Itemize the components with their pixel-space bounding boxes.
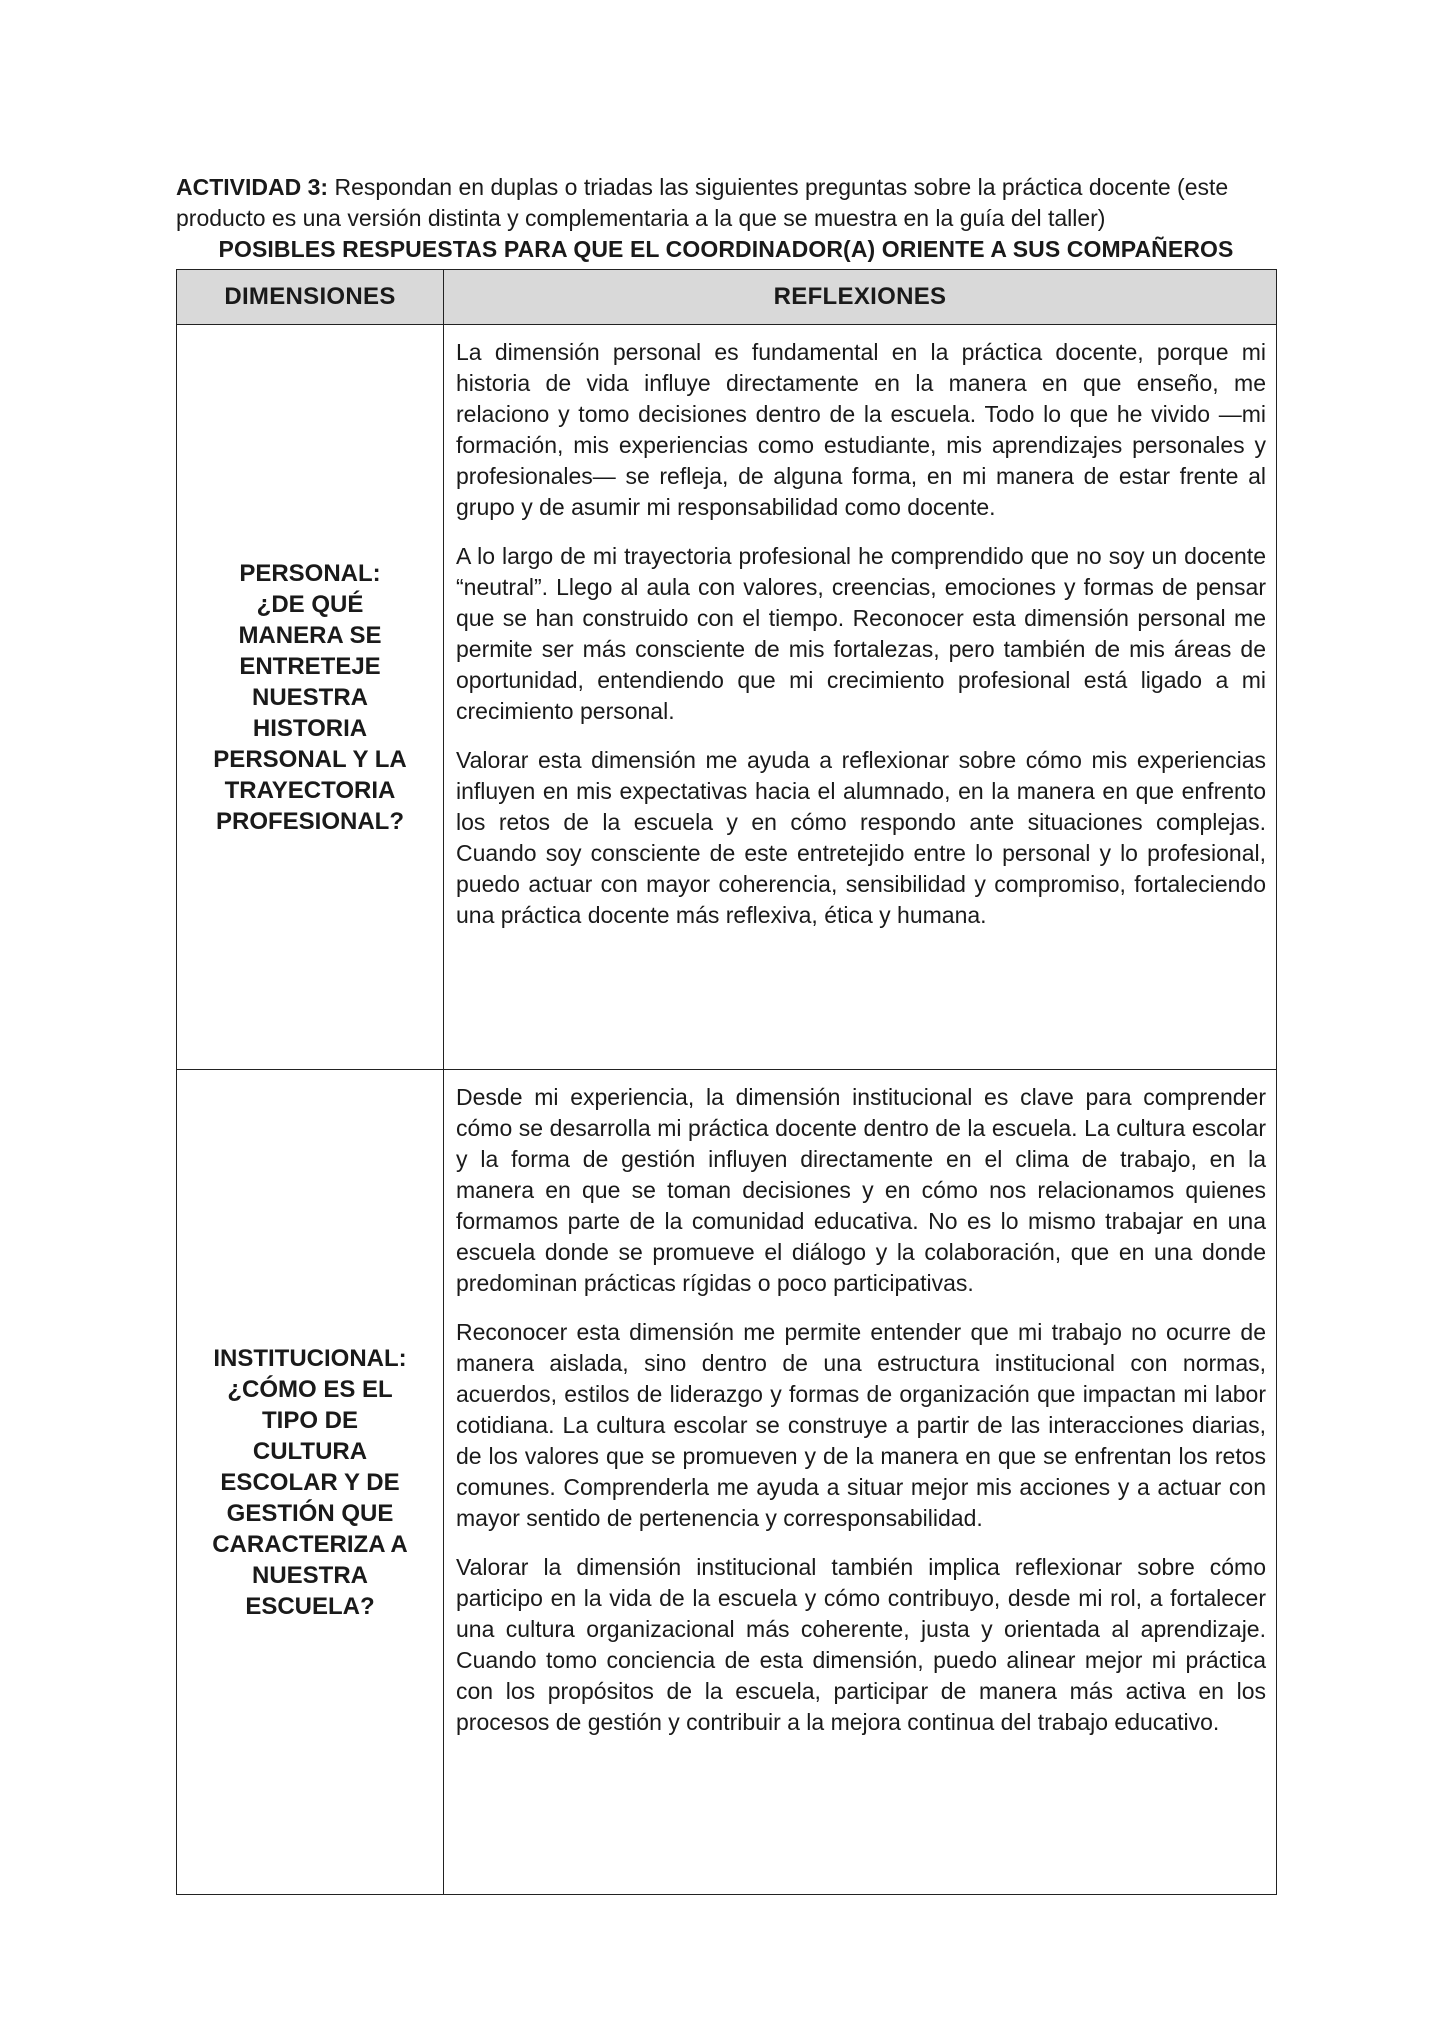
activity-intro	[176, 172, 1276, 234]
reflection-cell-institucional	[444, 1070, 1277, 1895]
dimension-cell-personal	[177, 325, 444, 1070]
table-row-institucional	[177, 1070, 1277, 1895]
dimension-cell-institucional	[177, 1070, 444, 1895]
reflection-paragraph: Desde mi experiencia, la dimensión institucional es clave para comprender cómo se desarrolla mi práctica docente dentro de la escuela. La cultura escolar y la forma de gestión influyen directamente en el clima de trabajo, en la manera en que se toman decisiones y en cómo nos relacionamos quienes formamos parte de la comunidad educativa. No es lo mismo trabajar en una escuela donde se promueve el diálogo y la colaboración, que en una donde predominan prácticas rígidas o poco participativas.	[456, 1084, 1266, 1296]
answers-subtitle: POSIBLES RESPUESTAS PARA QUE EL COORDINADOR(A) ORIENTE A SUS COMPAÑEROS	[218, 236, 1234, 262]
reflection-paragraph: Valorar la dimensión institucional también implica reflexionar sobre cómo participo en la vida de la escuela y cómo contribuyo, desde mi rol, a fortalecer una cultura organizacional más coherente, justa y orientada al aprendizaje. Cuando tomo conciencia de esta dimensión, puedo alinear mejor mi práctica con los propósitos de la escuela, participar de manera más activa en los procesos de gestión y contribuir a la mejora continua del trabajo educativo.	[456, 1554, 1266, 1735]
table-row-personal	[177, 325, 1277, 1070]
dimensions-table	[176, 269, 1277, 1895]
table-header-row	[177, 270, 1277, 325]
activity-label: ACTIVIDAD 3:	[176, 174, 329, 200]
header-dimensiones: DIMENSIONES	[177, 270, 444, 325]
document-page	[176, 172, 1276, 1895]
dimension-question-personal: PERSONAL: ¿DE QUÉ MANERA SE ENTRETEJE NUESTRA HISTORIA PERSONAL Y LA TRAYECTORIA PROFESIONAL?	[213, 559, 407, 835]
reflection-paragraph: Valorar esta dimensión me ayuda a reflexionar sobre cómo mis experiencias influyen en mis expectativas hacia el alumnado, en la manera en que enfrento los retos de la escuela y en cómo respondo ante situaciones complejas. Cuando soy consciente de este entretejido entre lo personal y lo profesional, puedo actuar con mayor coherencia, sensibilidad y compromiso, fortaleciendo una práctica docente más reflexiva, ética y humana.	[456, 747, 1266, 928]
dimension-question-institucional: INSTITUCIONAL: ¿CÓMO ES EL TIPO DE CULTURA ESCOLAR Y DE GESTIÓN QUE CARACTERIZA A NUESTRA ESCUELA?	[212, 1344, 408, 1620]
activity-instructions: Respondan en duplas o triadas las siguientes preguntas sobre la práctica docente (este producto es una versión distinta y complementaria a la que se muestra en la guía del taller)	[176, 174, 1229, 231]
header-reflexiones: REFLEXIONES	[444, 270, 1277, 325]
reflection-cell-personal	[444, 325, 1277, 1070]
reflection-paragraph: A lo largo de mi trayectoria profesional he comprendido que no soy un docente “neutral”. Llego al aula con valores, creencias, emociones y formas de pensar que se han construido con el tiempo. Reconocer esta dimensión personal me permite ser más consciente de mis fortalezas, pero también de mis áreas de oportunidad, entendiendo que mi crecimiento profesional está ligado a mi crecimiento personal.	[456, 543, 1266, 724]
reflection-paragraph: La dimensión personal es fundamental en la práctica docente, porque mi historia de vida influye directamente en la manera en que enseño, me relaciono y tomo decisiones dentro de la escuela. Todo lo que he vivido —mi formación, mis experiencias como estudiante, mis aprendizajes personales y profesionales— se refleja, de alguna forma, en mi manera de estar frente al grupo y de asumir mi responsabilidad como docente.	[456, 339, 1266, 520]
reflection-paragraph: Reconocer esta dimensión me permite entender que mi trabajo no ocurre de manera aislada, sino dentro de una estructura institucional con normas, acuerdos, estilos de liderazgo y formas de organización que impactan mi labor cotidiana. La cultura escolar se construye a partir de las interacciones diarias, de los valores que se promueven y de la manera en que se enfrentan los retos comunes. Comprenderla me ayuda a situar mejor mis acciones y a actuar con mayor sentido de pertenencia y corresponsabilidad.	[456, 1319, 1266, 1531]
